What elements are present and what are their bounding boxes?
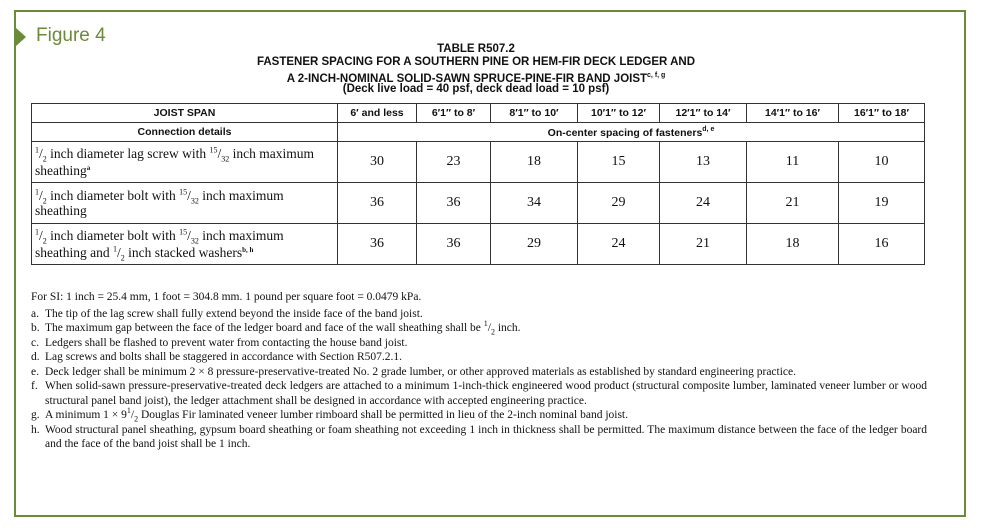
connection-description: $^1/_2$ inch diameter lag screw with $^{15}/_{32}$ inch maximum sheathing$^a$ (32, 142, 338, 183)
fraction-denominator: 32 (190, 236, 199, 246)
footnote-d (31, 350, 927, 365)
footnote-text-part: A minimum 1 × 9 (45, 409, 127, 421)
spacing-value: 11 (747, 142, 839, 183)
fraction-denominator: 2 (42, 154, 47, 164)
footnote-f (31, 379, 927, 408)
footnote-text: When solid-sawn pressure-preservative-treated deck ledgers are attached to a minimum 1-inch-thick engineered wood product (structural composite lumber, laminated veneer lumber or wood structural panel band joist), the ledger attachment shall be designed in accordance with accepted engineering practice. (45, 380, 927, 407)
spacing-value: 16 (839, 224, 925, 265)
description-text: inch stacked washers (124, 245, 243, 260)
connection-details-header: Connection details (32, 123, 338, 142)
footnote-text-part: inch. (494, 322, 521, 334)
footnote-text: Deck ledger shall be minimum 2 × 8 pressure-preservative-treated No. 2 grade lumber, or other approved materials as established by standard engineering practice. (45, 365, 797, 378)
footnotes (31, 290, 927, 452)
spacing-value: 30 (338, 142, 417, 183)
fraction-numerator: 1 (35, 227, 39, 237)
figure-label: Figure 4 (36, 25, 106, 46)
fraction-numerator: 1 (35, 145, 39, 155)
fraction-numerator: 15 (209, 145, 218, 155)
subtitle-footnote-ref: c, f, g (647, 72, 666, 79)
footnote-e (31, 365, 927, 380)
footnote-text-part: Douglas Fir laminated veneer lumber rimboard shall be permitted in lieu of the 2-inch nominal band joist. (138, 409, 629, 421)
span-header: 6′1″ to 8′ (417, 104, 491, 123)
spacing-value: 29 (491, 224, 578, 265)
description-text: inch maximum sheathing and (35, 228, 284, 260)
footnote-key: d. (31, 351, 40, 363)
fastener-spacing-table (31, 103, 925, 265)
spacing-value: 18 (747, 224, 839, 265)
span-header: 10′1″ to 12′ (578, 104, 660, 123)
span-header: 14′1″ to 16′ (747, 104, 839, 123)
span-header: 12′1″ to 14′ (660, 104, 747, 123)
spacing-value: 21 (660, 224, 747, 265)
fraction-numerator: 15 (179, 227, 188, 237)
spacing-value: 24 (578, 224, 660, 265)
spacing-value: 19 (839, 183, 925, 224)
fraction-denominator: 2 (42, 196, 47, 206)
spacing-value: 15 (578, 142, 660, 183)
spacing-value: 36 (338, 224, 417, 265)
fraction-denominator: 32 (221, 154, 230, 164)
footnote-a (31, 307, 927, 322)
footnote-key: a. (31, 307, 39, 320)
footnote-b (31, 321, 927, 336)
description-text: inch maximum sheathing (35, 188, 284, 218)
footnote-text: The maximum gap between the face of the ledger board and face of the wall sheathing shall be $^1/_2$ inch. (45, 319, 521, 337)
footnote-ref: b, h (242, 246, 254, 254)
footnote-h (31, 423, 927, 452)
spacing-value: 36 (338, 183, 417, 224)
footnote-text: A minimum $1 \times 9^1/_2$ Douglas Fir laminated veneer lumber rimboard shall be permitted in lieu of the 2-inch nominal band joist. (45, 406, 629, 424)
joist-span-header: JOIST SPAN (32, 104, 338, 123)
fraction-denominator: 2 (490, 327, 495, 337)
oncenter-label: On-center spacing of fasteners (547, 126, 703, 139)
spacing-value: 18 (491, 142, 578, 183)
description-text: inch diameter lag screw with (46, 146, 210, 161)
fraction-denominator: 2 (134, 414, 139, 424)
footnote-key: b. (31, 322, 40, 334)
footnote-key: h. (31, 423, 40, 436)
spacing-value: 34 (491, 183, 578, 224)
spacing-value: 13 (660, 142, 747, 183)
spacing-value: 10 (839, 142, 925, 183)
footnote-key: e. (31, 365, 39, 378)
footnote-key: g. (31, 409, 40, 421)
oncenter-footnote-ref: d, e (702, 125, 715, 133)
footnote-text: Lag screws and bolts shall be staggered in accordance with Section R507.2.1. (45, 351, 403, 363)
description-text: inch diameter bolt with (46, 188, 180, 203)
spacing-value: 23 (417, 142, 491, 183)
fraction-numerator: 1 (483, 319, 488, 329)
fraction-numerator: 15 (179, 187, 188, 197)
header-row-details (32, 123, 925, 142)
subtitle-line2-text: A 2-INCH-NOMINAL SOLID-SAWN SPRUCE-PINE-FIR BAND JOIST (286, 73, 648, 85)
header-row-spans (32, 104, 925, 123)
footnote-key: f. (31, 380, 38, 392)
footnote-text: The tip of the lag screw shall fully extend beyond the inside face of the band joist. (45, 307, 423, 320)
footnote-g (31, 408, 927, 423)
description-text: inch maximum sheathing (35, 146, 314, 178)
footnote-key: c. (31, 336, 39, 349)
fraction-denominator: 2 (120, 253, 125, 263)
spacing-value: 36 (417, 183, 491, 224)
table-title: TABLE R507.2 (437, 43, 515, 55)
fraction-numerator: 1 (112, 244, 117, 254)
table-subtitle-line1: FASTENER SPACING FOR A SOUTHERN PINE OR HEM-FIR DECK LEDGER AND (256, 56, 696, 68)
table-row (32, 183, 925, 224)
spacing-value: 21 (747, 183, 839, 224)
footnote-ref: a (86, 164, 91, 172)
description-text: inch diameter bolt with (46, 228, 180, 243)
spacing-value: 36 (417, 224, 491, 265)
oncenter-spacing-header (338, 123, 925, 142)
span-header: 16′1″ to 18′ (839, 104, 925, 123)
footnote-c (31, 336, 927, 351)
connection-description: $^1/_2$ inch diameter bolt with $^{15}/_{32}$ inch maximum sheathing and $^1/_2$ inch stacked washers$^{b, h}$ (32, 224, 338, 265)
connection-description: $^1/_2$ inch diameter bolt with $^{15}/_{32}$ inch maximum sheathing (32, 183, 338, 224)
footnote-text-part: The maximum gap between the face of the ledger board and face of the wall sheathing shall be (45, 322, 484, 334)
spacing-value: 24 (660, 183, 747, 224)
footnote-text: Wood structural panel sheathing, gypsum board sheathing or foam sheathing not exceeding 1 inch in thickness shall be permitted. The maximum distance between the face of the ledger board and the face of the band joist shall be 1 inch. (45, 423, 927, 450)
table-row (32, 224, 925, 265)
fraction-denominator: 32 (190, 196, 199, 206)
spacing-value: 29 (578, 183, 660, 224)
fraction-numerator: 1 (35, 187, 39, 197)
fraction-numerator: 1 (126, 406, 131, 416)
footnote-text: Ledgers shall be flashed to prevent water from contacting the house band joist. (45, 336, 408, 349)
fraction-denominator: 2 (42, 236, 47, 246)
table-row (32, 142, 925, 183)
si-conversion-note: For SI: 1 inch = 25.4 mm, 1 foot = 304.8 mm. 1 pound per square foot = 0.0479 kPa. (31, 291, 422, 303)
span-header: 8′1″ to 10′ (491, 104, 578, 123)
span-header: 6′ and less (338, 104, 417, 123)
table-load-line: (Deck live load = 40 psf, deck dead load = 10 psf) (342, 83, 610, 95)
